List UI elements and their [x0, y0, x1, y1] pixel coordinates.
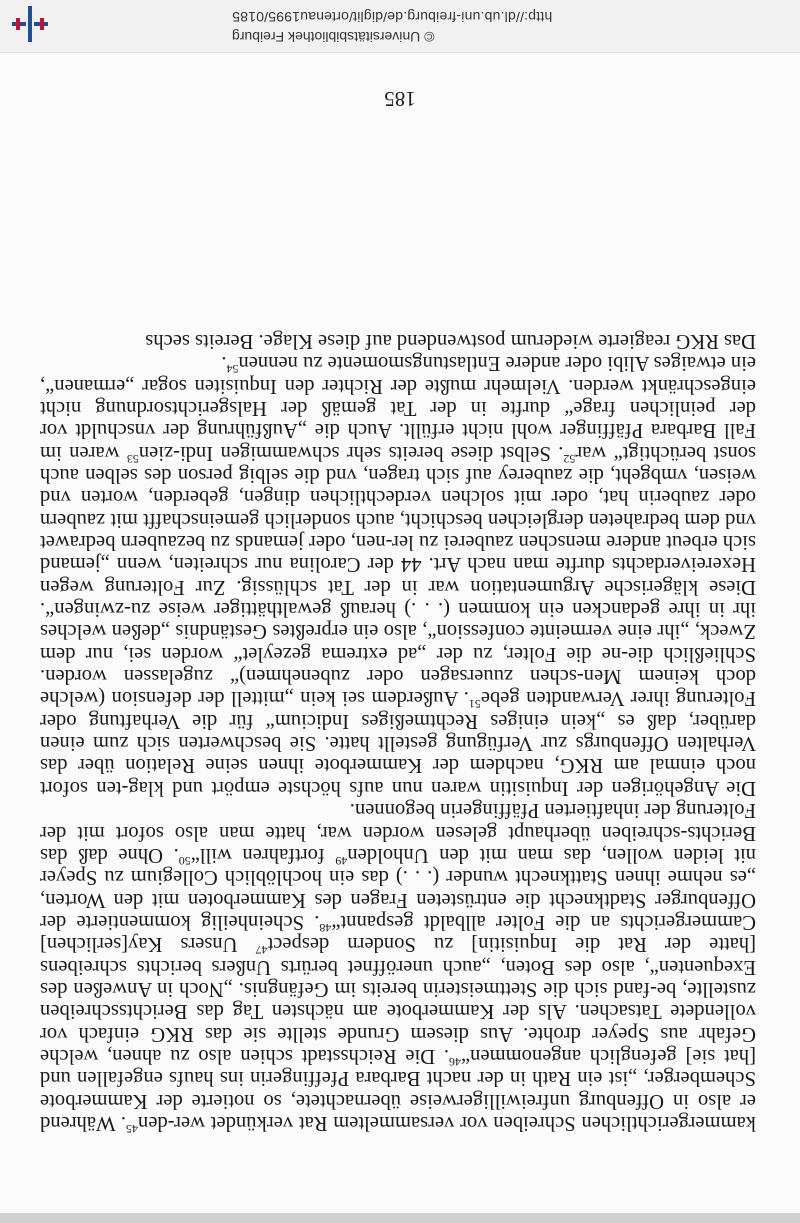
- paragraph-1: kammergerichtlichen Schreiben vor versammeltem Rat verkündet wer-den$^{45}$. Während er also in Offenburg unfreiwilligerweise übernachtete, so notierte der Kammerbote Schemberger, „ist ein Rath in der nacht Barbara Pfeffingerin ins haufs engefallen und [hat sie] gefenglich angenommen“$^{46}$. Die Reichsstadt schien also zu ahnen, welche Gefahr aus Speyer drohte. Aus diesem Grunde stellte sie das RKG einfach vor vollendete Tatsachen. Als der Kammerbote am nächsten Tag das Berichtsschreiben zustellte, be-fand sich die Stettmeisterin bereits im Gefängnis. „Noch in Anweßen des Exequenten“, also des Boten, „auch uneröffnet berürts Unßers berichts schreibens [hatte der Rat die Inquisitin] zu Sondern despect$^{47}$ Unsers Kay[serlichen] Cammergerichts an die Folter allbaldt gespannt“$^{48}$. Scheinheilig kommentierte der Offenburger Stadtknecht die entrüsteten Fragen des Kammerboten mit den Worten, „es nehme ihnen Stattknecht wunder (. . .) das ein hochlöblich Collegium zu Speyer nit leiden wollen, das man mit den Unholden$^{49}$ fortfahren will“$^{50}$. Ohne daß das Berichts-schreiben überhaupt gelesen worden war, hatte man also sofort mit der Folterung der inhaftierten Pfäffingerin begonnen.: [40, 799, 756, 1136]
- copyright-notice: © Universitätsbibliothek Freiburg: [232, 29, 435, 45]
- ub-freiburg-logo-icon: [10, 4, 50, 44]
- horizontal-scrollbar[interactable]: [0, 1213, 800, 1223]
- source-url[interactable]: http://dl.ub.uni-freiburg.de/diglit/ortenau1995/0185: [232, 9, 553, 25]
- paragraph-2: Die Angehörigen der Inquisitin waren nun aufs höchste empört und klag-ten sofort noch einmal am RKG, nachdem der Kammerbote ihnen seine Relation über das Verhalten Offenburgs zur Verfügung gestellt hatte. Sie beschwerten sich zum einen darüber, daß es „kein einiges Rechtmeßiges Indicium“ für die Verhaftung oder Folterung ihrer Verwandten gebe$^{51}$. Außerdem sei kein „mittell der defension (welche doch keinem Men-schen zuuersagen oder zubenehmen)“ zugelassen worden. Schließlich die-ne die Folter, zu der „ad extrema gezeylet“ worden sei, nur dem Zweck, „ihr eine vermeinte confession“, also ein erpreßtes Geständnis „deßen welches ihr in ihre gedancken ein kommen (. . .) herauß gewalthättiger weise zu-zwingen“. Diese klägerische Argumentation war in der Tat schlüssig. Zur Folterung wegen Hexereiverdachts durfte man nach Art. 44 der Carolina nur schreiten, wenn „jemand sich erbeut andere menschen zauberei zu ler-nen, oder jemands zu bezaubern bedrawet vnd dem bedraheten dergleichen beschicht, auch sonderlich gemeinschafft mit zaubern oder zauberin hat, oder mit solchen verdechtlichen dingen, geberden, worten vnd weisen, vmbgeht, die zauberey auf sich tragen, vnd die selbig person des selben auch sonst berüchtigt“ war$^{52}$. Selbst diese bereits sehr schwammigen Indi-zien$^{53}$ waren im Fall Barbara Pfäffinger wohl nicht erfüllt. Auch die „Außführung der vnschuldt vor der peinlichen frage“ durfte in der Tat gemäß der Halsgerichtsordnung nicht eingeschränkt werden. Vielmehr mußte der Richter den Inquisiten sogar „ermanen“, ein etwaiges Alibi oder andere Entlastungsmomente zu nennen$^{54}$.: [40, 352, 756, 799]
- page-number: 185: [384, 87, 416, 111]
- paragraph-3: Das RKG reagierte wiederum postwendend auf diese Klage. Bereits sechs: [145, 329, 756, 352]
- body-text: [40, 330, 756, 1134]
- footer-bar: [0, 0, 800, 53]
